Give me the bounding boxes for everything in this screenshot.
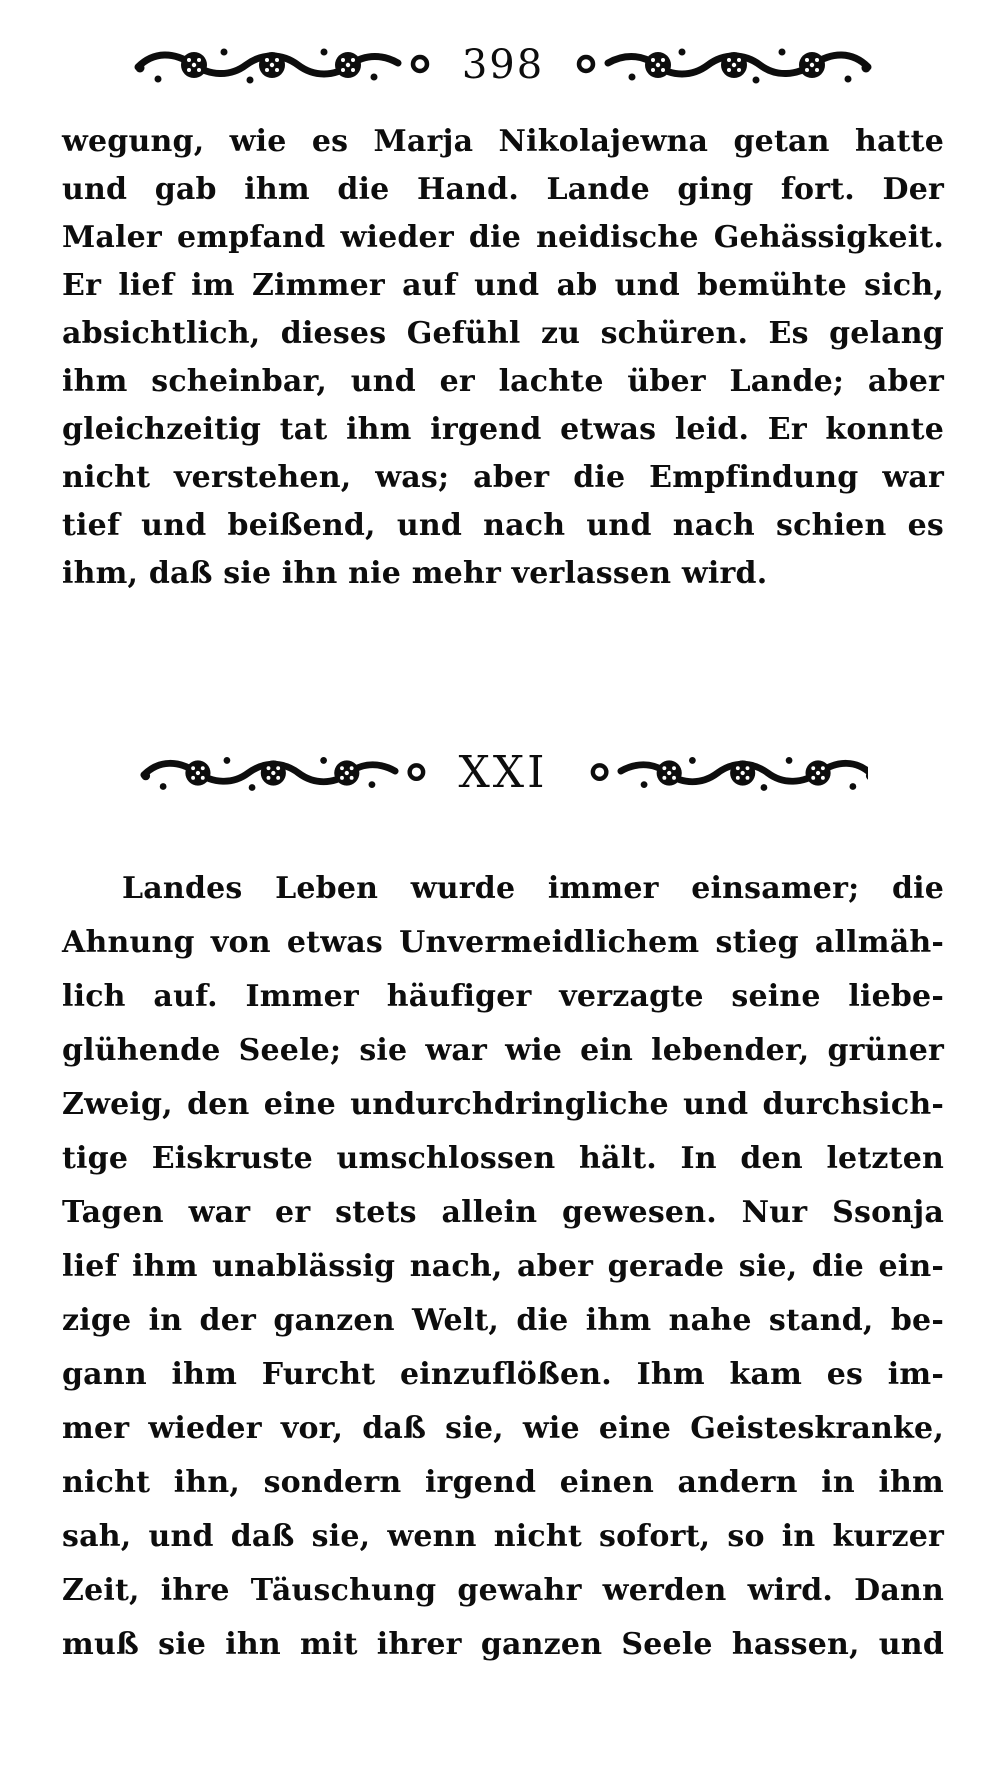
text-line: nicht ihn, sondern irgend einen andern in ihm [62,1465,944,1500]
paragraph-chapter21-start [62,862,944,1672]
text-line: mer wieder vor, daß sie, wie eine Geisteskranke, [62,1411,944,1446]
text-line: gann ihm Furcht einzuflößen. Ihm kam es im- [62,1357,944,1392]
text-line: tige Eiskruste umschlossen hält. In den letzten [62,1141,944,1176]
chapter-heading-row [62,744,944,802]
floral-vine-ornament-icon [574,43,874,87]
text-line: ihm, daß sie ihn nie mehr verlassen wird. [62,556,768,591]
text-line: und gab ihm die Hand. Lande ging fort. Der [62,172,944,207]
page-number: 398 [461,42,545,88]
text-line: Landes Leben wurde immer einsamer; die [122,871,944,906]
text-line: tief und beißend, und nach und nach schien es [62,508,944,543]
text-line: Zeit, ihre Täuschung gewahr werden wird. Dann [62,1573,944,1608]
text-line: ihm scheinbar, und er lachte über Lande; aber [62,364,944,399]
text-line: Maler empfand wieder die neidische Gehässigkeit. [62,220,944,255]
text-line: sah, und daß sie, wenn nicht sofort, so in kurzer [62,1519,944,1554]
text-line: absichtlich, dieses Gefühl zu schüren. Es gelang [62,316,944,351]
text-block [62,862,944,1672]
floral-vine-ornament-icon [578,751,868,795]
text-line: Zweig, den eine undurchdringliche und durchsich- [62,1087,944,1122]
paragraph-chapter20-end [62,118,944,598]
floral-vine-ornament-icon [132,43,432,87]
text-line: zige in der ganzen Welt, die ihm nahe stand, be- [62,1303,944,1338]
text-line: lich auf. Immer häufiger verzagte seine liebe- [62,979,944,1014]
text-line: glühende Seele; sie war wie ein lebender, grüner [62,1033,944,1068]
text-line: nicht verstehen, was; aber die Empfindung war [62,460,944,495]
text-line: Ahnung von etwas Unvermeidlichem stieg allmäh- [62,925,944,960]
text-block [62,118,944,598]
text-line: muß sie ihn mit ihrer ganzen Seele hassen, und [62,1627,944,1662]
chapter-heading: XXI [458,747,548,798]
text-line: wegung, wie es Marja Nikolajewna getan hatte [62,124,944,159]
floral-vine-ornament-icon [138,751,428,795]
text-line: Er lief im Zimmer auf und ab und bemühte sich, [62,268,944,303]
text-line: Tagen war er stets allein gewesen. Nur Ssonja [62,1195,944,1230]
text-line: lief ihm unablässig nach, aber gerade sie, die ein- [62,1249,944,1284]
text-line: gleichzeitig tat ihm irgend etwas leid. Er konnte [62,412,944,447]
page-header [62,36,944,94]
